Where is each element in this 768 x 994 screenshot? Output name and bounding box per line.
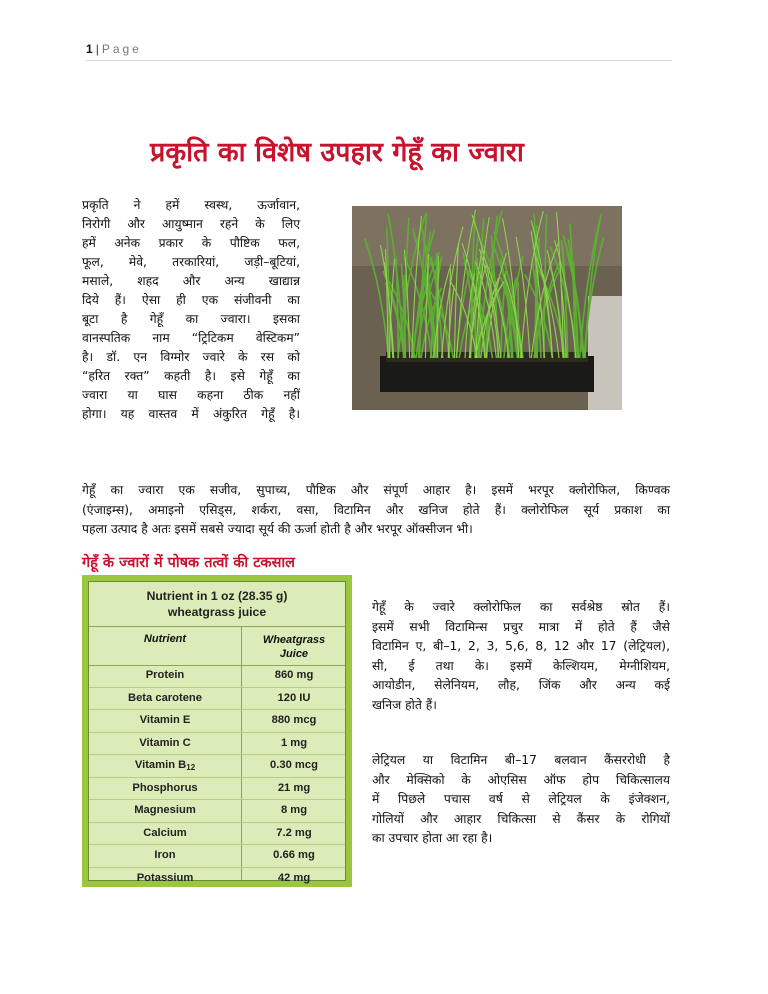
paragraph-line: विटामिन ए, बी–1, 2, 3, 5,6, 8, 12 और 17 (लेट्रियल), — [372, 639, 670, 653]
nutrient-name: Beta carotene — [128, 691, 202, 704]
intro-line: बूटा है गेहूँ का ज्वारा। इसका — [82, 312, 300, 326]
nutrient-value: 0.30 mcg — [270, 759, 318, 771]
table-row — [89, 733, 345, 756]
table-row — [89, 823, 345, 846]
nutrition-table — [88, 581, 346, 884]
intro-line: फूल, मेवे, तरकारियां, जड़ी–बूटियां, — [82, 255, 300, 269]
nutrient-value: 7.2 mg — [276, 826, 312, 839]
full-line: पहला उत्पाद है अतः इसमें सबसे ज्यादा सूर्य की ऊर्जा होती है और भरपूर ऑक्सीजन भी। — [82, 522, 473, 536]
intro-paragraph — [82, 196, 300, 424]
table-row — [89, 710, 345, 733]
nutrient-name: Protein — [145, 669, 185, 681]
paragraph-line: इसमें सभी विटामिन्स प्रचुर मात्रा में होते हैं जैसे — [372, 619, 670, 634]
full-paragraph — [82, 481, 670, 540]
section-subheading: गेहूँ के ज्वारों में पोषक तत्वों की टकसाल — [82, 555, 295, 571]
nutrient-name: Iron — [154, 849, 176, 861]
paragraph-line: में पिछले पचास वर्ष से लेट्रियल के इंजेक्शन, — [372, 792, 670, 806]
intro-line: हमें अनेक प्रकार के पौष्टिक फल, — [82, 236, 300, 250]
column-header-value-line1: Wheatgrass — [262, 634, 326, 646]
table-row — [89, 755, 345, 778]
intro-line: निरोगी और आयुष्मान रहने के लिए — [82, 217, 300, 231]
nutrient-name: Vitamin C — [139, 736, 191, 749]
table-heading — [89, 588, 345, 620]
paragraph-line: आयोडीन, सेलेनियम, लौह, जिंक और अन्य कई — [372, 678, 670, 692]
paragraph-line: और मेक्सिको के ओएसिस ऑफ होप चिकित्सालय — [372, 772, 670, 787]
nutrient-value: 42 mg — [277, 871, 311, 884]
page-title: प्रकृति का विशेष उपहार गेहूँ का ज्वारा — [150, 137, 524, 168]
nutrient-name: Potassium — [136, 871, 194, 884]
column-header-value-line2: Juice — [279, 648, 309, 660]
nutrient-name — [89, 759, 241, 772]
paragraph-line: लेट्रियल या विटामिन बी–17 बलवान कैंसररोधी है — [372, 753, 670, 767]
intro-line: होगा। यह वास्तव में अंकुरित गेहूँ है। — [82, 407, 300, 421]
paragraph-line: का उपचार होता आ रहा है। — [372, 831, 493, 845]
intro-line: प्रकृति ने हमें स्वस्थ, ऊर्जावान, — [82, 198, 300, 212]
intro-line: ज्वारा या घास कहना ठीक नहीं — [82, 388, 300, 402]
table-row — [89, 688, 345, 711]
nutrient-value: 880 mcg — [271, 714, 317, 726]
table-row — [89, 868, 345, 890]
nutrient-name: Phosphorus — [132, 781, 198, 794]
table-heading-line2: wheatgrass juice — [167, 605, 267, 619]
column-header-value — [241, 633, 347, 661]
nutrient-value: 1 mg — [280, 736, 308, 749]
intro-line: वानस्पतिक नाम “ट्रिटिकम वेस्टिकम” — [82, 331, 300, 345]
grass-blade — [438, 256, 439, 358]
paragraph-line: खनिज होते हैं। — [372, 697, 437, 712]
nutrient-value: 0.66 mg — [273, 849, 315, 861]
nutrient-name: Vitamin E — [139, 714, 191, 726]
paragraph-line: सी, ई तथा के। इसमें केल्शियम, मेग्नीशियम, — [372, 658, 670, 673]
nutrient-name: Magnesium — [134, 804, 196, 816]
nutrition-table-figure — [82, 575, 352, 887]
page-number: 1 — [86, 42, 93, 56]
wheatgrass-photo — [352, 206, 622, 410]
page-label: Page — [101, 42, 142, 56]
full-line: गेहूँ का ज्वारा एक सजीव, सुपाच्य, पौष्टिक और संपूर्ण आहार है। इसमें भरपूर क्लोरोफिल, किण्वक — [82, 483, 670, 497]
intro-line: है। डॉ. एन विग्मोर ज्वारे के रस को — [82, 350, 300, 364]
paragraph-line: गोलियों और आहार चिकित्सा से कैंसर के रोगियों — [372, 811, 670, 826]
intro-line: “हरित रक्त” कहती है। इसे गेहूँ का — [82, 369, 300, 383]
full-line: (एंजाइम्स), अमाइनो एसिड्स, शर्करा, वसा, विटामिन और खनिज होते हैं। क्लोरोफिल सूर्य प्रकाश का — [82, 502, 670, 517]
table-row — [89, 845, 345, 868]
laetrile-paragraph — [372, 751, 670, 849]
nutrient-name-subscript: 12 — [186, 763, 196, 772]
table-column-headers — [89, 626, 345, 666]
nutrient-value: 120 IU — [277, 691, 311, 704]
page-separator: | — [95, 42, 99, 56]
table-row — [89, 665, 345, 688]
table-row — [89, 800, 345, 823]
wheatgrass-illustration — [352, 206, 622, 410]
paragraph-line: गेहूँ के ज्वारे क्लोरोफिल का सर्वश्रेष्ठ स्रोत हैं। — [372, 600, 670, 614]
table-body — [89, 665, 345, 889]
intro-line: मसाले, शहद और अन्य खाद्यान्न — [82, 274, 300, 288]
chlorophyll-paragraph — [372, 598, 670, 715]
nutrient-value: 860 mg — [274, 669, 314, 681]
page-header — [86, 42, 672, 61]
nutrient-value: 8 mg — [280, 804, 308, 816]
intro-line: दिये हैं। ऐसा ही एक संजीवनी का — [82, 293, 300, 307]
nutrient-value: 21 mg — [277, 781, 311, 794]
table-row — [89, 778, 345, 801]
nutrient-name: Calcium — [143, 826, 187, 839]
nutrient-name-base: Vitamin B — [134, 759, 187, 771]
column-header-nutrient: Nutrient — [143, 633, 187, 645]
table-heading-line1: Nutrient in 1 oz (28.35 g) — [146, 589, 288, 603]
